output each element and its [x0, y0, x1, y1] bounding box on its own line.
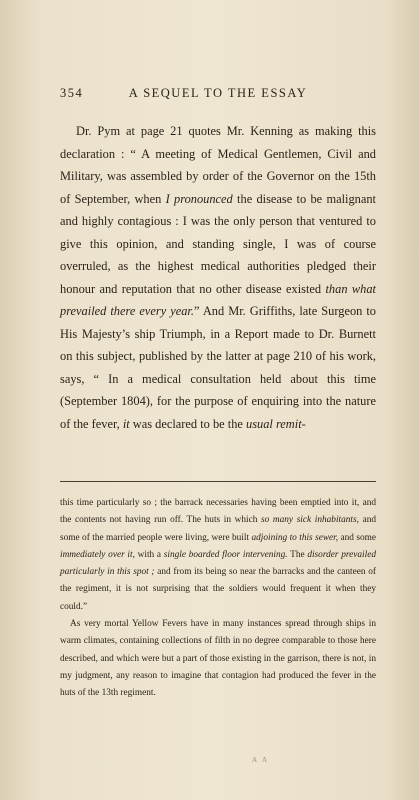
- body-run: it: [122, 416, 130, 431]
- signature-mark: A A: [252, 756, 270, 764]
- body-run: the disease to be malignant and highly contagious : I was the only person that ventured to give this opinion, and standing single, I was of course overruled, as the highest medical authorities pledged their honour and reputation that no other disease existed: [60, 191, 377, 296]
- page-number: 354: [60, 86, 84, 100]
- running-title: A SEQUEL TO THE ESSAY: [128, 86, 308, 100]
- note-run: single boarded floor intervening.: [163, 549, 288, 560]
- note-run: and some of the married people were living, were built: [60, 515, 377, 543]
- note-run: and from its being so near the barracks and the canteen of the regiment, it is not surprising that the soldiers would frequent it when they could.”: [60, 567, 376, 612]
- note-run: immediately over it,: [60, 549, 135, 560]
- body-run: Dr. Pym at page 21 quotes Mr. Kenning as making this declaration : “ A meeting of Medical Gentlemen, Civil and Military, was assembled by order of the Governor on the 15th of September, when: [60, 124, 376, 206]
- note-run: and some: [338, 532, 377, 543]
- note-run: The: [287, 549, 308, 560]
- note-run: with a: [134, 549, 164, 560]
- body-run: was declared to be the: [129, 416, 246, 431]
- footnotes: [60, 495, 376, 703]
- body-run: than what prevailed there every year.: [60, 281, 376, 318]
- note-run: so many sick inhabitants,: [261, 515, 359, 526]
- body-run: I pronounced: [165, 191, 233, 206]
- body-run: ” And Mr. Griffiths, late Surgeon to His Majesty’s ship Triumph, in a Report made to Dr. Burnett on this subject, published by the latter at page 210 of his work, says, “ In a medical consultation held about this time (September 1804), for the purpose of enquiring into the nature of the fever,: [60, 304, 376, 431]
- footnote-rule: [60, 481, 376, 482]
- body-text: [60, 120, 376, 435]
- note-run: adjoining to this sewer,: [251, 532, 339, 543]
- footnote-paragraph: As very mortal Yellow Fevers have in many instances spread through ships in warm climates, containing collections of filth in no degree comparable to those here described, and which were but a part of those existing in the garrison, there is not, in my judgment, any reason to imagine that contagion had produced the fever in the huts of the 13th regiment.: [60, 619, 376, 699]
- body-run: usual remit-: [246, 416, 306, 431]
- footnote-continuation: [60, 495, 376, 616]
- note-run: this time particularly so ; the barrack necessaries having been emptied into it, and the contents not having run off. The huts in which: [60, 498, 376, 526]
- note-run: disorder prevailed particularly in this spot ;: [60, 549, 376, 578]
- body-paragraph: [60, 120, 376, 435]
